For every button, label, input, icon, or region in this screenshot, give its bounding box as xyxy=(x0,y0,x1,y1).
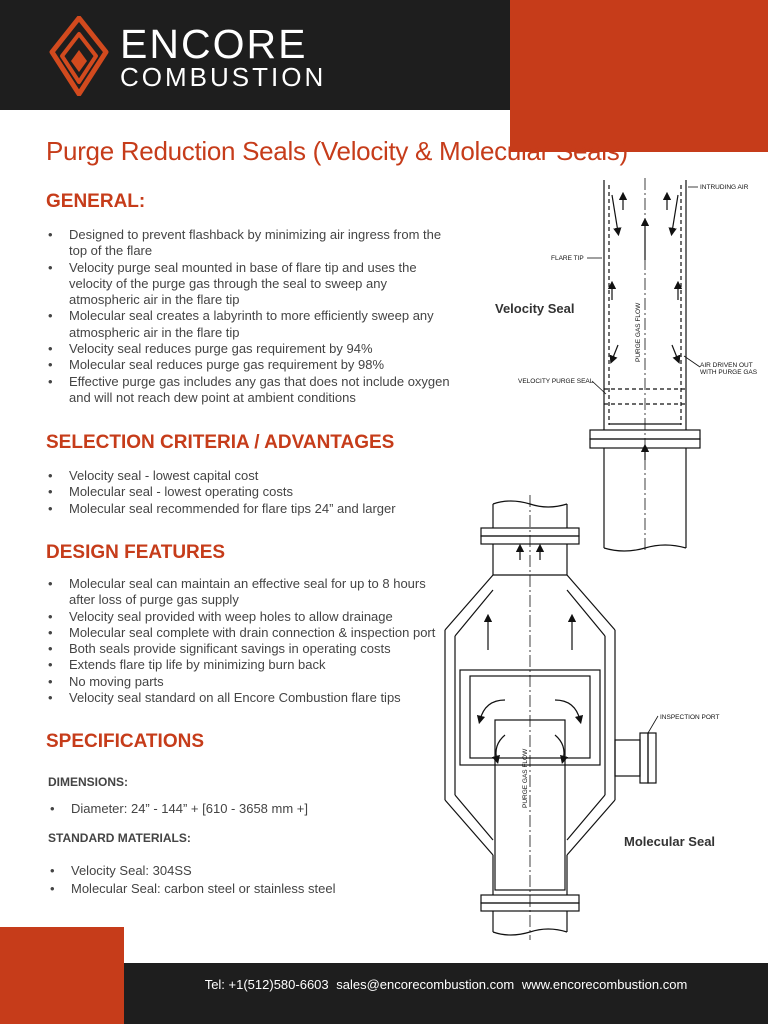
list-item: • Velocity purge seal mounted in base of flare tip and uses the velocity of the purge gas through the seal to sweep any atmospheric air in the flare tip xyxy=(48,260,453,309)
list-item: • Velocity seal standard on all Encore Combustion flare tips xyxy=(48,690,453,706)
callout-velocity-purge-seal: VELOCITY PURGE SEAL xyxy=(518,378,594,385)
footer-bar xyxy=(124,963,768,1024)
design-heading: DESIGN FEATURES xyxy=(46,542,226,563)
callout-purge-gas-flow-molecular: PURGE GAS FLOW xyxy=(522,748,529,808)
list-item: • Molecular seal can maintain an effective seal for up to 8 hours after loss of purge gas supply xyxy=(48,576,453,609)
callout-inspection-port: INSPECTION PORT xyxy=(660,714,720,721)
molecular-seal-label: Molecular Seal xyxy=(624,834,716,849)
brand-name-line1: ENCORE xyxy=(120,21,308,67)
general-heading: GENERAL: xyxy=(46,191,146,212)
list-item: • Molecular seal - lowest operating costs xyxy=(48,484,453,500)
list-item: • Molecular Seal: carbon steel or stainless steel xyxy=(50,880,455,898)
footer-contact xyxy=(124,977,768,992)
materials-heading: STANDARD MATERIALS: xyxy=(48,831,191,845)
list-item: • Diameter: 24” - 144” + [610 - 3658 mm +] xyxy=(50,801,455,817)
molecular-seal-drawing xyxy=(445,495,658,940)
callout-flare-tip: FLARE TIP xyxy=(551,255,584,262)
list-item: • Extends flare tip life by minimizing burn back xyxy=(48,657,453,673)
specifications-heading: SPECIFICATIONS xyxy=(46,731,204,752)
velocity-seal-drawing xyxy=(587,178,700,551)
selection-heading: SELECTION CRITERIA / ADVANTAGES xyxy=(46,432,395,453)
list-item: • Velocity seal - lowest capital cost xyxy=(48,468,453,484)
list-item: • Designed to prevent flashback by minimizing air ingress from the top of the flare xyxy=(48,227,453,260)
footer-email[interactable]: sales@encorecombustion.com xyxy=(336,977,515,992)
list-item: • Effective purge gas includes any gas that does not include oxygen and will not reach dew point at ambient conditions xyxy=(48,374,453,407)
footer-website[interactable]: www.encorecombustion.com xyxy=(521,977,688,992)
callout-intruding-air: INTRUDING AIR xyxy=(700,184,749,191)
list-item: • No moving parts xyxy=(48,674,453,690)
brand-name-line2: COMBUSTION xyxy=(120,62,327,92)
list-item: • Velocity Seal: 304SS xyxy=(50,862,455,880)
page-title: Purge Reduction Seals (Velocity & Molecular Seals) xyxy=(46,136,628,166)
callout-purge-gas-flow-velocity: PURGE GAS FLOW xyxy=(635,302,642,362)
dimensions-heading: DIMENSIONS: xyxy=(48,775,129,789)
list-item: • Molecular seal recommended for flare tips 24” and larger xyxy=(48,501,453,517)
list-item: • Molecular seal complete with drain connection & inspection port xyxy=(48,625,453,641)
list-item: • Velocity seal provided with weep holes to allow drainage xyxy=(48,609,453,625)
list-item: • Both seals provide significant savings in operating costs xyxy=(48,641,453,657)
footer-phone: Tel: +1(512)580-6603 xyxy=(204,977,329,992)
callout-air-driven-out-2: WITH PURGE GAS xyxy=(700,369,758,376)
velocity-seal-label: Velocity Seal xyxy=(495,301,575,316)
callout-air-driven-out-1: AIR DRIVEN OUT xyxy=(700,362,753,369)
list-item: • Molecular seal creates a labyrinth to more efficiently sweep any atmospheric air in the flare tip xyxy=(48,308,453,341)
footer-accent-block xyxy=(0,927,124,1024)
list-item: • Molecular seal reduces purge gas requirement by 98% xyxy=(48,357,453,373)
list-item: • Velocity seal reduces purge gas requirement by 94% xyxy=(48,341,453,357)
